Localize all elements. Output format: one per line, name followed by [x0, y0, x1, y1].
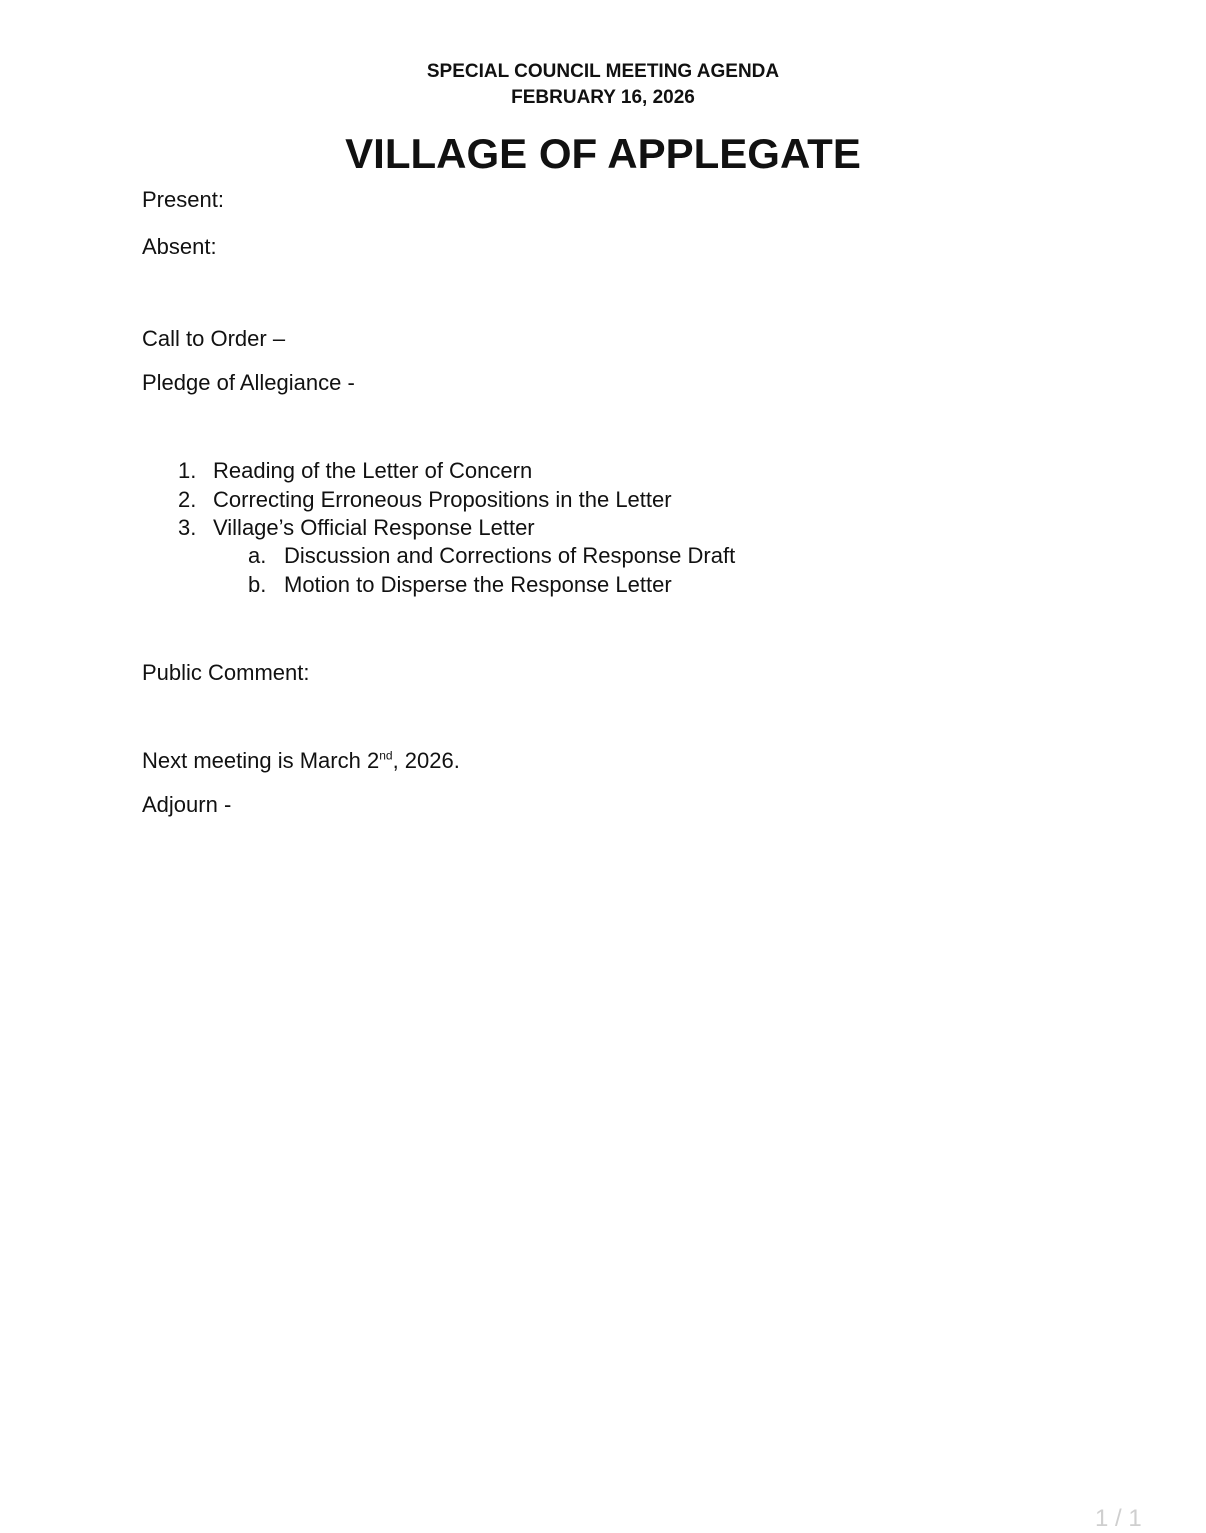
agenda-item-number: 2.: [178, 487, 197, 512]
agenda-item-number: 3.: [178, 515, 197, 540]
absent-label: Absent:: [142, 234, 217, 259]
adjourn-label: Adjourn -: [142, 792, 232, 817]
document-title: VILLAGE OF APPLEGATE: [345, 130, 861, 177]
agenda-subitem-letter: a.: [248, 543, 267, 568]
agenda-subitem-letter: b.: [248, 572, 267, 597]
next-meeting-prefix: Next meeting is March 2: [142, 748, 380, 773]
agenda-item-text: Correcting Erroneous Propositions in the Letter: [213, 487, 672, 512]
meeting-type-heading: SPECIAL COUNCIL MEETING AGENDA: [426, 61, 780, 82]
next-meeting-line: [142, 748, 460, 774]
agenda-subitem-text: Motion to Disperse the Response Letter: [284, 572, 672, 597]
pledge-label: Pledge of Allegiance -: [142, 370, 355, 395]
present-label: Present:: [142, 187, 224, 212]
agenda-item-text: Reading of the Letter of Concern: [213, 458, 533, 483]
public-comment-label: Public Comment:: [142, 660, 310, 685]
next-meeting-suffix: , 2026.: [392, 748, 460, 773]
page-indicator: 1 / 1: [1095, 1505, 1142, 1532]
agenda-item-text: Village’s Official Response Letter: [213, 515, 535, 540]
next-meeting-ordinal: nd: [379, 748, 393, 763]
call-to-order-label: Call to Order –: [142, 326, 286, 351]
agenda-item-number: 1.: [178, 458, 197, 483]
meeting-date-heading: FEBRUARY 16, 2026: [511, 87, 695, 108]
agenda-subitem-text: Discussion and Corrections of Response Draft: [284, 543, 736, 568]
